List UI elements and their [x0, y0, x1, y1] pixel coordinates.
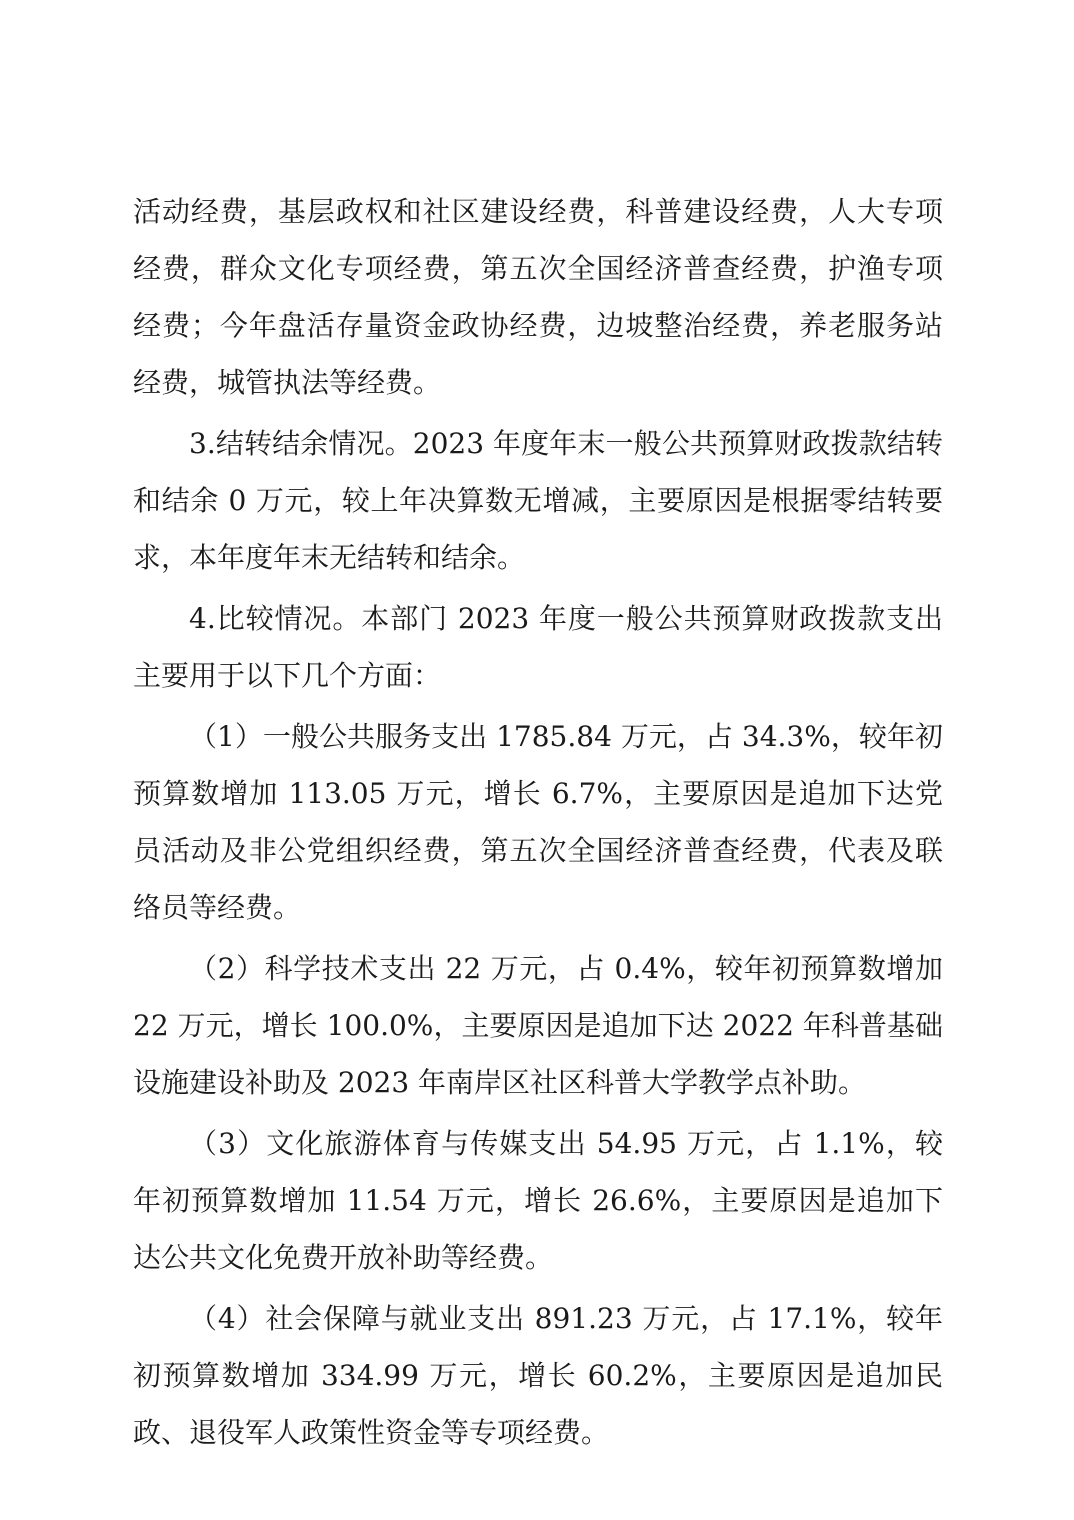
paragraph-item-science-technology: （2）科学技术支出 22 万元，占 0.4%，较年初预算数增加 22 万元，增长 100.0%，主要原因是追加下达 2022 年科普基础设施建设补助及 2023 年南岸区社区科普大学教学点补助。: [133, 952, 943, 1099]
document-body: [133, 183, 943, 1461]
paragraph-item-general-public-services: （1）一般公共服务支出 1785.84 万元，占 34.3%，较年初预算数增加 113.05 万元，增长 6.7%，主要原因是追加下达党员活动及非公党组织经费，第五次全国经济普查经费，代表及联络员等经费。: [133, 720, 943, 924]
paragraph-comparison-status: 4.比较情况。本部门 2023 年度一般公共预算财政拨款支出主要用于以下几个方面：: [133, 602, 943, 692]
paragraph-carryover-status: 3.结转结余情况。2023 年度年末一般公共预算财政拨款结转和结余 0 万元，较上年决算数无增减，主要原因是根据零结转要求，本年度年末无结转和结余。: [133, 427, 943, 574]
paragraph-item-social-security-employment: （4）社会保障与就业支出 891.23 万元，占 17.1%，较年初预算数增加 334.99 万元，增长 60.2%，主要原因是追加民政、退役军人政策性资金等专项经费。: [133, 1302, 943, 1449]
paragraph-continuation: 活动经费，基层政权和社区建设经费，科普建设经费，人大专项经费，群众文化专项经费，第五次全国经济普查经费，护渔专项经费；今年盘活存量资金政协经费，边坡整治经费，养老服务站经费，城管执法等经费。: [133, 195, 943, 399]
paragraph-item-culture-tourism-sports-media: （3）文化旅游体育与传媒支出 54.95 万元，占 1.1%，较年初预算数增加 11.54 万元，增长 26.6%，主要原因是追加下达公共文化免费开放补助等经费。: [133, 1127, 943, 1274]
